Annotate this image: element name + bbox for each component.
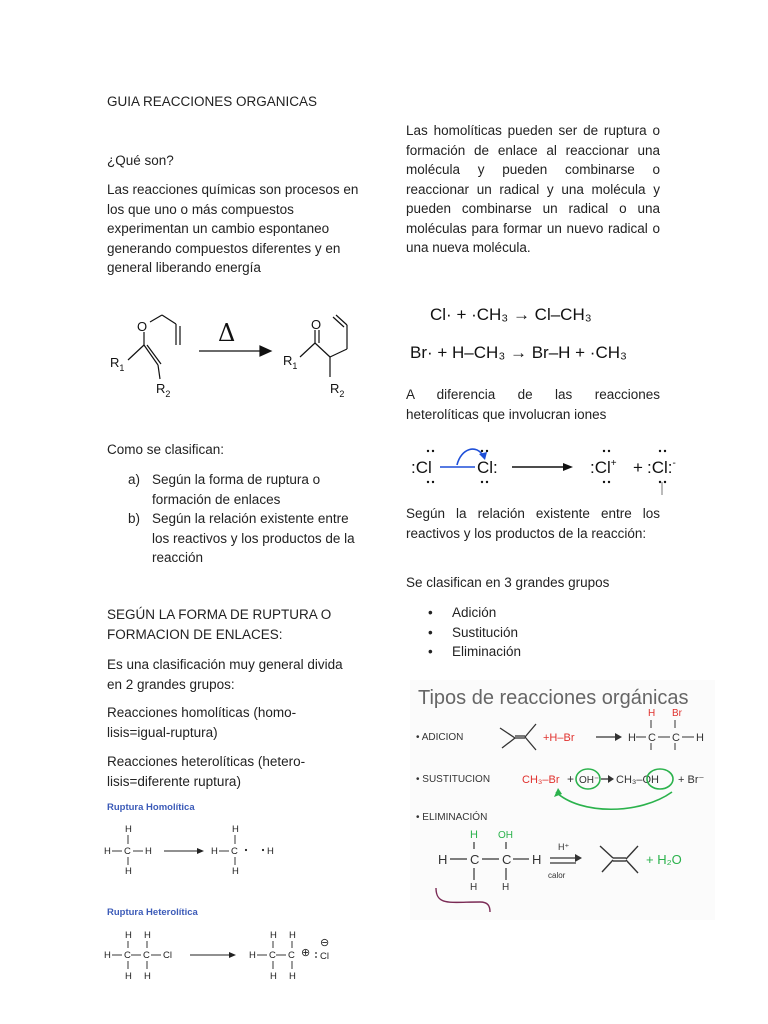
group-label: Eliminación bbox=[452, 644, 522, 659]
equation-1: Cl· + ·CH₃ → Cl–CH₃ bbox=[430, 305, 592, 324]
subst-br: + Br⁻ bbox=[678, 774, 705, 786]
classify-item-b bbox=[128, 509, 368, 568]
ionic-cleavage-scheme bbox=[405, 438, 695, 498]
atom-h: H bbox=[289, 971, 296, 982]
o-atom-right: O bbox=[311, 317, 322, 332]
classify-list bbox=[128, 470, 368, 568]
groups-heading: Se clasifican en 3 grandes grupos bbox=[406, 575, 610, 590]
r1-left: $R_1$ bbox=[110, 355, 125, 373]
classify-item-a bbox=[128, 470, 368, 509]
plus-sign: + bbox=[633, 458, 643, 477]
r1-right: $R_1$ bbox=[283, 353, 298, 371]
elim-heat: calor bbox=[548, 871, 566, 880]
heterolytic-paragraph: A diferencia de las reacciones heterolíticas que involucran iones bbox=[406, 387, 660, 422]
atom-h: H bbox=[125, 824, 132, 835]
atom-h: H bbox=[104, 950, 111, 961]
delta-symbol: Δ bbox=[218, 319, 236, 347]
relation-paragraph: Según la relación existente entre los reactivos y los productos de la reacción: bbox=[406, 506, 660, 541]
definition-paragraph: Las reacciones químicas son procesos en los que uno o más compuestos experimentan un cambio espontaneo generando compuestos diferentes y en general liberando energía bbox=[107, 182, 359, 275]
cation-charge: ⊕ bbox=[301, 947, 311, 959]
atom-c: C bbox=[231, 846, 238, 857]
atom-c: C bbox=[672, 732, 680, 744]
elim-h2o: + H₂O bbox=[646, 852, 682, 867]
subst-product: CH₃–OH bbox=[616, 774, 659, 786]
atom-h: H bbox=[249, 950, 256, 961]
list-marker: a) bbox=[128, 472, 141, 487]
atom-cl: Cl bbox=[320, 951, 329, 962]
group-item bbox=[428, 603, 521, 623]
cl-right: Cl: bbox=[477, 458, 498, 477]
group-label: Adición bbox=[452, 605, 497, 620]
question-heading: ¿Qué son? bbox=[107, 153, 174, 168]
rearrangement-scheme bbox=[100, 305, 370, 400]
cl-cation: :Cl+ bbox=[590, 458, 617, 477]
classify-heading: Como se clasifican: bbox=[107, 442, 225, 457]
r2-left: $R_2$ bbox=[156, 381, 171, 399]
atom-h: H bbox=[104, 846, 111, 857]
heterolytic-scheme bbox=[100, 926, 350, 986]
atom-c: C bbox=[648, 732, 656, 744]
subst-oh: OH⁻ bbox=[579, 775, 600, 786]
equation-2: Br· + H–CH₃ → Br–H + ·CH₃ bbox=[410, 343, 627, 362]
atom-h: H bbox=[125, 866, 132, 877]
atom-c: C bbox=[124, 846, 131, 857]
atom-c: C bbox=[124, 950, 131, 961]
reaction-types-image bbox=[410, 680, 715, 920]
group-label: Sustitución bbox=[452, 624, 519, 640]
label-adicion: • ADICION bbox=[416, 732, 464, 743]
list-text: Según la relación existente entre los reactivos y los productos de la reacción bbox=[152, 511, 355, 565]
atom-h: H bbox=[144, 930, 151, 941]
bullet-icon: • bbox=[428, 624, 433, 640]
image-title: Tipos de reacciones orgánicas bbox=[418, 687, 689, 709]
atom-h: H bbox=[532, 852, 542, 867]
section-paragraph-1: Es una clasificación muy general divida en 2 grandes grupos: bbox=[107, 657, 343, 692]
atom-h: H bbox=[125, 971, 132, 982]
homolytic-paragraph: Las homolíticas pueden ser de ruptura o formación de enlace al reaccionar una molécula y pueden combinarse o reaccionar un radical y una molécula y pueden combinarse un radical o una moléculas para formar un nuevo radical o una nueva molécula. bbox=[406, 123, 660, 255]
atom-h: H bbox=[270, 971, 277, 982]
atom-h: H bbox=[267, 846, 274, 857]
atom-c: C bbox=[269, 950, 276, 961]
atom-h: H bbox=[470, 882, 478, 893]
o-atom-left: O bbox=[137, 319, 148, 334]
atom-h: H bbox=[125, 930, 132, 941]
atom-cl: Cl bbox=[163, 950, 172, 961]
groups-list bbox=[428, 603, 521, 662]
group-item bbox=[428, 623, 521, 643]
section-heading: SEGÚN LA FORMA DE RUPTURA O FORMACION DE ENLACES: bbox=[107, 607, 332, 642]
atom-h: H bbox=[289, 930, 296, 941]
added-h: H bbox=[648, 708, 656, 719]
section-paragraph-3: Reacciones heterolíticas (hetero-lisis=diferente ruptura) bbox=[107, 754, 306, 789]
atom-c: C bbox=[288, 950, 295, 961]
anion-charge: ⊖ bbox=[320, 937, 330, 949]
section-paragraph-2: Reacciones homolíticas (homo-lisis=igual-ruptura) bbox=[107, 705, 297, 740]
heterolytic-caption: Ruptura Heterolítica bbox=[107, 907, 198, 918]
atom-h: H bbox=[628, 732, 636, 744]
list-text: Según la forma de ruptura o formación de enlaces bbox=[152, 472, 321, 507]
atom-h: H bbox=[211, 846, 218, 857]
homolytic-caption: Ruptura Homolítica bbox=[107, 802, 195, 813]
leaving-oh: OH bbox=[498, 830, 513, 841]
bullet-icon: • bbox=[428, 605, 433, 620]
add-reagent: +H–Br bbox=[543, 732, 575, 744]
atom-h: H bbox=[502, 882, 510, 893]
label-eliminacion: • ELIMINACIÓN bbox=[416, 812, 488, 823]
atom-h: H bbox=[144, 971, 151, 982]
homolytic-scheme bbox=[100, 820, 300, 880]
list-marker: b) bbox=[128, 511, 141, 526]
atom-h: H bbox=[696, 732, 704, 744]
atom-h: H bbox=[438, 852, 448, 867]
atom-h: H bbox=[145, 846, 152, 857]
r2-right: $R_2$ bbox=[330, 381, 345, 399]
atom-h: H bbox=[270, 930, 277, 941]
added-br: Br bbox=[672, 708, 682, 719]
bullet-icon: • bbox=[428, 644, 433, 659]
atom-h: H bbox=[232, 866, 239, 877]
cl-anion: :Cl:- bbox=[647, 458, 676, 477]
elim-condition: H⁺ bbox=[558, 842, 570, 852]
atom-c: C bbox=[143, 950, 150, 961]
cl-left: :Cl bbox=[411, 458, 432, 477]
leaving-h: H bbox=[470, 829, 478, 841]
document-title: GUIA REACCIONES ORGANICAS bbox=[107, 94, 318, 109]
atom-c: C bbox=[502, 852, 512, 867]
atom-c: C bbox=[470, 852, 480, 867]
subst-plus: + bbox=[567, 772, 575, 786]
label-sustitucion: • SUSTITUCION bbox=[416, 774, 491, 785]
atom-h: H bbox=[232, 824, 239, 835]
subst-left: CH₃–Br bbox=[522, 774, 560, 786]
group-item bbox=[428, 642, 521, 662]
